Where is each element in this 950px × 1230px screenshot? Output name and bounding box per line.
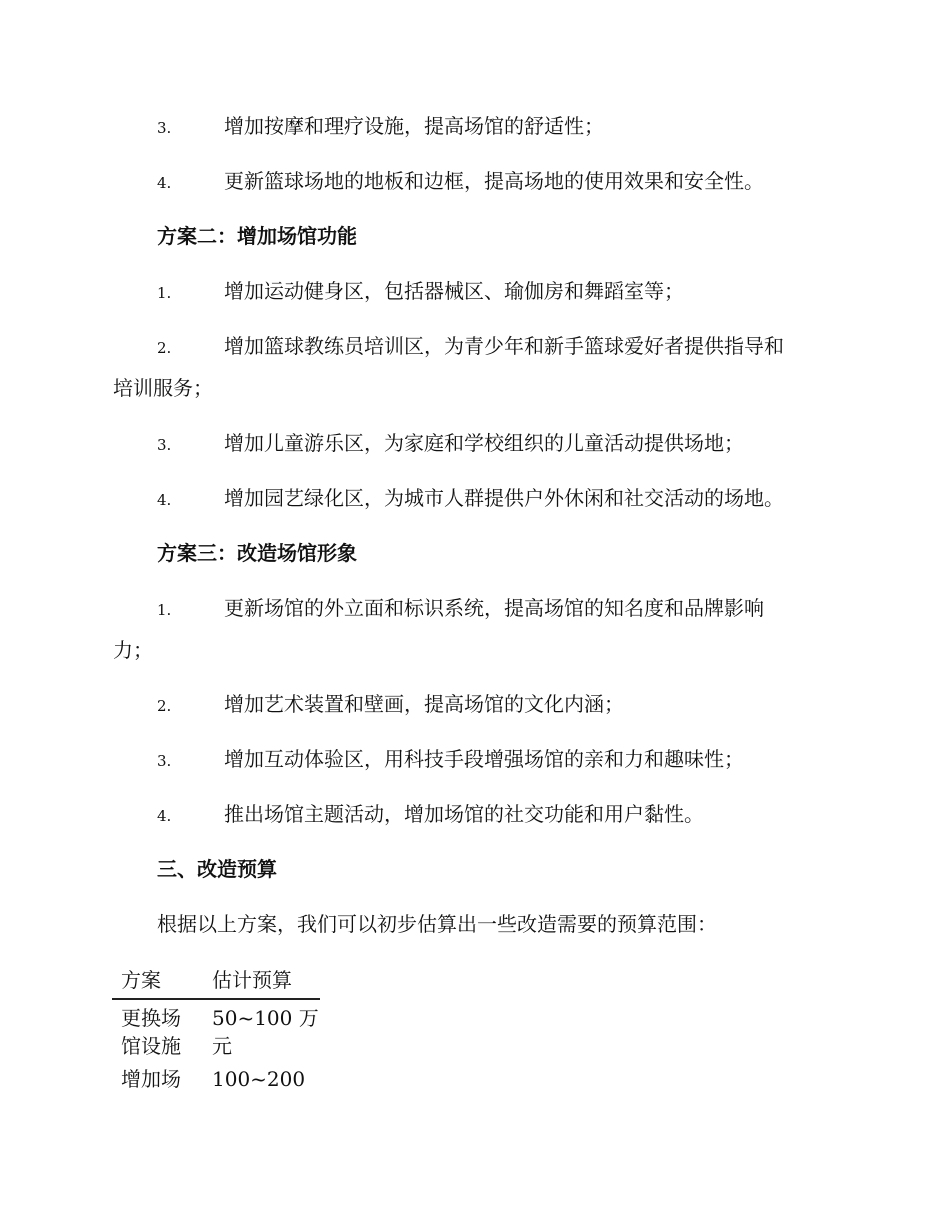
- list-item-continuation: 培训服务；: [113, 376, 213, 400]
- list-item-text: 增加篮球教练员培训区，为青少年和新手篮球爱好者提供指导和: [224, 334, 784, 358]
- section-heading: 三、改造预算: [157, 857, 277, 881]
- table-header-plan: 方案: [121, 968, 161, 992]
- list-item-text: 推出场馆主题活动，增加场馆的社交功能和用户黏性。: [224, 802, 704, 826]
- table-row: [112, 1060, 320, 1100]
- table-cell-plan: 增加场: [121, 1067, 181, 1091]
- section-heading: 方案二：增加场馆功能: [157, 224, 357, 248]
- list-number: 1.: [157, 601, 172, 619]
- list-item-text: 增加运动健身区，包括器械区、瑜伽房和舞蹈室等；: [224, 279, 684, 303]
- table-cell-plan: 更换场: [121, 1006, 181, 1030]
- table-header-row: [112, 966, 320, 1000]
- table-row: [112, 1000, 320, 1060]
- list-item-text: 增加艺术装置和壁画，提高场馆的文化内涵；: [224, 692, 624, 716]
- list-item-text: 增加互动体验区，用科技手段增强场馆的亲和力和趣味性；: [224, 747, 744, 771]
- list-item-continuation: 力；: [113, 638, 153, 662]
- table-cell-plan: 馆设施: [121, 1034, 181, 1058]
- list-number: 2.: [157, 697, 172, 715]
- list-number: 3.: [157, 752, 172, 770]
- list-number: 2.: [157, 339, 172, 357]
- table-cell-budget: 100~200: [212, 1067, 306, 1091]
- list-number: 1.: [157, 284, 172, 302]
- paragraph: 根据以上方案，我们可以初步估算出一些改造需要的预算范围：: [157, 912, 717, 936]
- list-number: 3.: [157, 436, 172, 454]
- list-item-text: 增加儿童游乐区，为家庭和学校组织的儿童活动提供场地；: [224, 431, 744, 455]
- list-item-text: 增加园艺绿化区，为城市人群提供户外休闲和社交活动的场地。: [224, 486, 784, 510]
- list-item-text: 更新场馆的外立面和标识系统，提高场馆的知名度和品牌影响: [224, 596, 764, 620]
- list-item-text: 更新篮球场地的地板和边框，提高场地的使用效果和安全性。: [224, 169, 764, 193]
- list-number: 4.: [157, 491, 172, 509]
- table-cell-budget: 元: [212, 1034, 232, 1058]
- section-heading: 方案三：改造场馆形象: [157, 541, 357, 565]
- list-number: 4.: [157, 807, 172, 825]
- list-number: 4.: [157, 174, 172, 192]
- budget-table: [112, 966, 320, 1100]
- list-item-text: 增加按摩和理疗设施，提高场馆的舒适性；: [224, 114, 604, 138]
- list-number: 3.: [157, 119, 172, 137]
- table-header-budget: 估计预算: [212, 968, 292, 992]
- table-cell-budget: 50~100 万: [212, 1006, 319, 1030]
